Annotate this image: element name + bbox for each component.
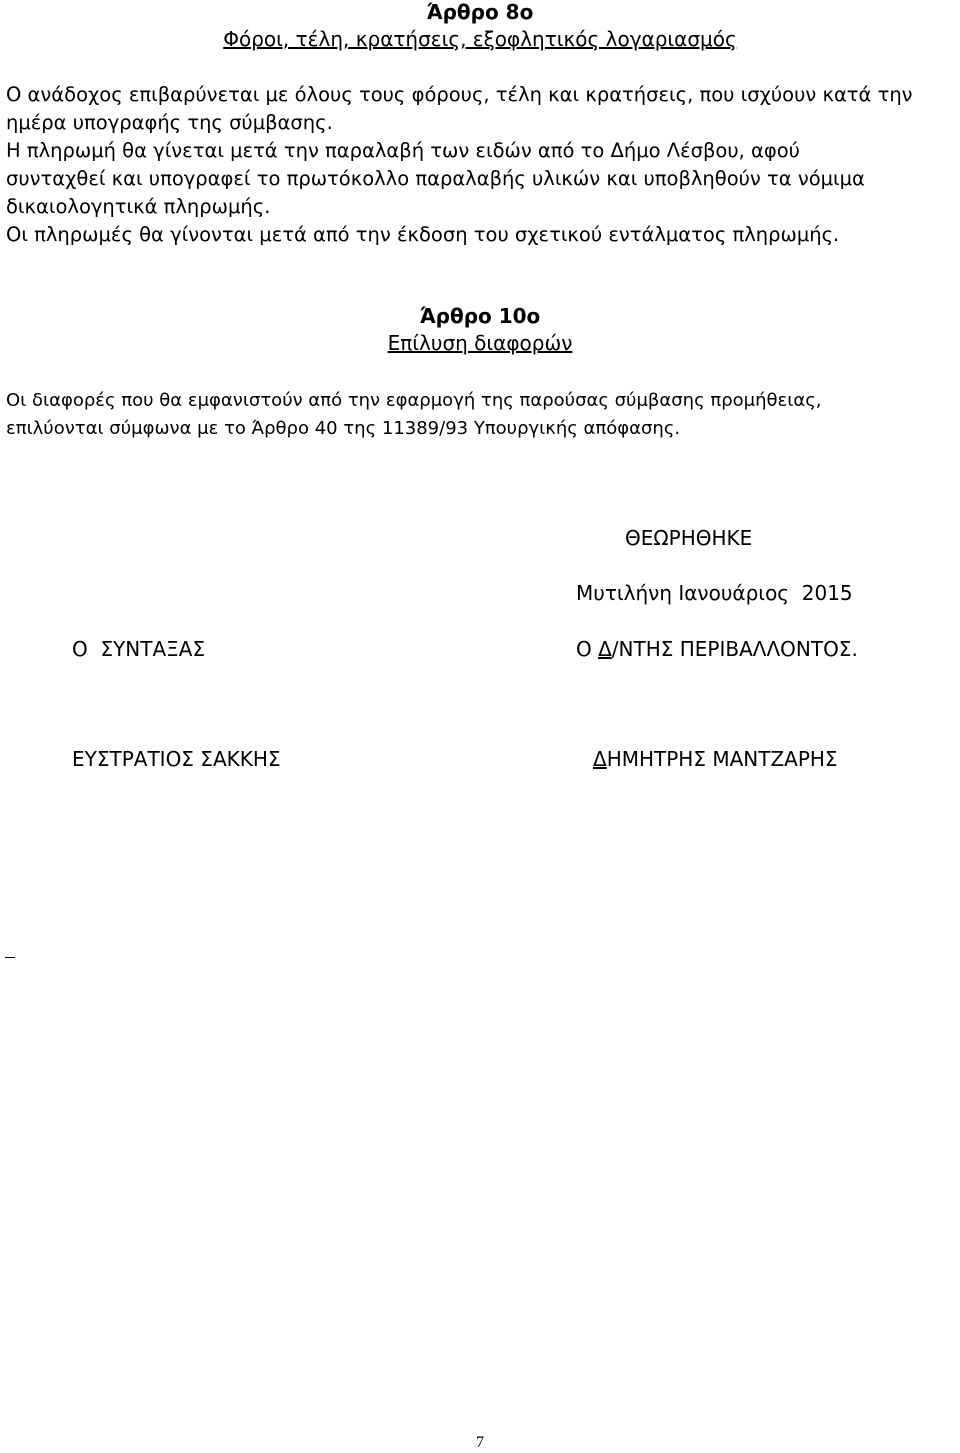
article10-line-1: Οι διαφορές που θα εμφανιστούν από την εφαρμογή της παρούσας σύμβασης προμήθειας, [6,390,822,411]
article8-title: Άρθρο 8ο [426,0,534,24]
article8-line-1: Ο ανάδοχος επιβαρύνεται με όλους τους φόρους, τέλη και κρατήσεις, που ισχύουν κατά την [6,83,913,106]
footnote-separator [5,957,15,958]
right-signatory-name [593,747,838,771]
approved-label: ΘΕΩΡΗΘΗΚΕ [625,526,753,550]
place-date: Μυτιλήνη Ιανουάριος 2015 [576,581,853,605]
article10-line-2: επιλύονται σύμφωνα με το Άρθρο 40 της 11389/93 Υπουργικής απόφασης. [6,418,681,439]
right-name-suffix: ΗΜΗΤΡΗΣ ΜΑΝΤΖΑΡΗΣ [606,747,838,771]
article8-line-4: συνταχθεί και υπογραφεί το πρωτόκολλο παραλαβής υλικών και υποβληθούν τα νόμιμα [6,167,865,190]
left-signatory-name: ΕΥΣΤΡΑΤΙΟΣ ΣΑΚΚΗΣ [72,747,281,771]
right-signatory-role [576,637,858,661]
article8-subtitle: Φόροι, τέλη, κρατήσεις, εξοφλητικός λογαριασμός [223,27,737,51]
right-role-underlined: Δ [598,637,612,661]
right-role-prefix: Ο [576,637,599,661]
article8-line-6: Οι πληρωμές θα γίνονται μετά από την έκδοση του σχετικού εντάλματος πληρωμής. [6,223,840,246]
article8-line-2: ημέρα υπογραφής της σύμβασης. [6,111,333,134]
article8-line-3: Η πληρωμή θα γίνεται μετά την παραλαβή των ειδών από το Δήμο Λέσβου, αφού [6,139,800,162]
right-name-underlined: Δ [593,747,607,771]
left-signatory-role: Ο ΣΥΝΤΑΞΑΣ [72,637,206,661]
page-number: 7 [476,1434,484,1451]
article8-line-5: δικαιολογητικά πληρωμής. [6,195,271,218]
article10-title: Άρθρο 10ο [419,304,541,328]
article10-subtitle: Επίλυση διαφορών [387,331,573,355]
right-role-suffix: /ΝΤΗΣ ΠΕΡΙΒΑΛΛΟΝΤΟΣ. [611,637,858,661]
